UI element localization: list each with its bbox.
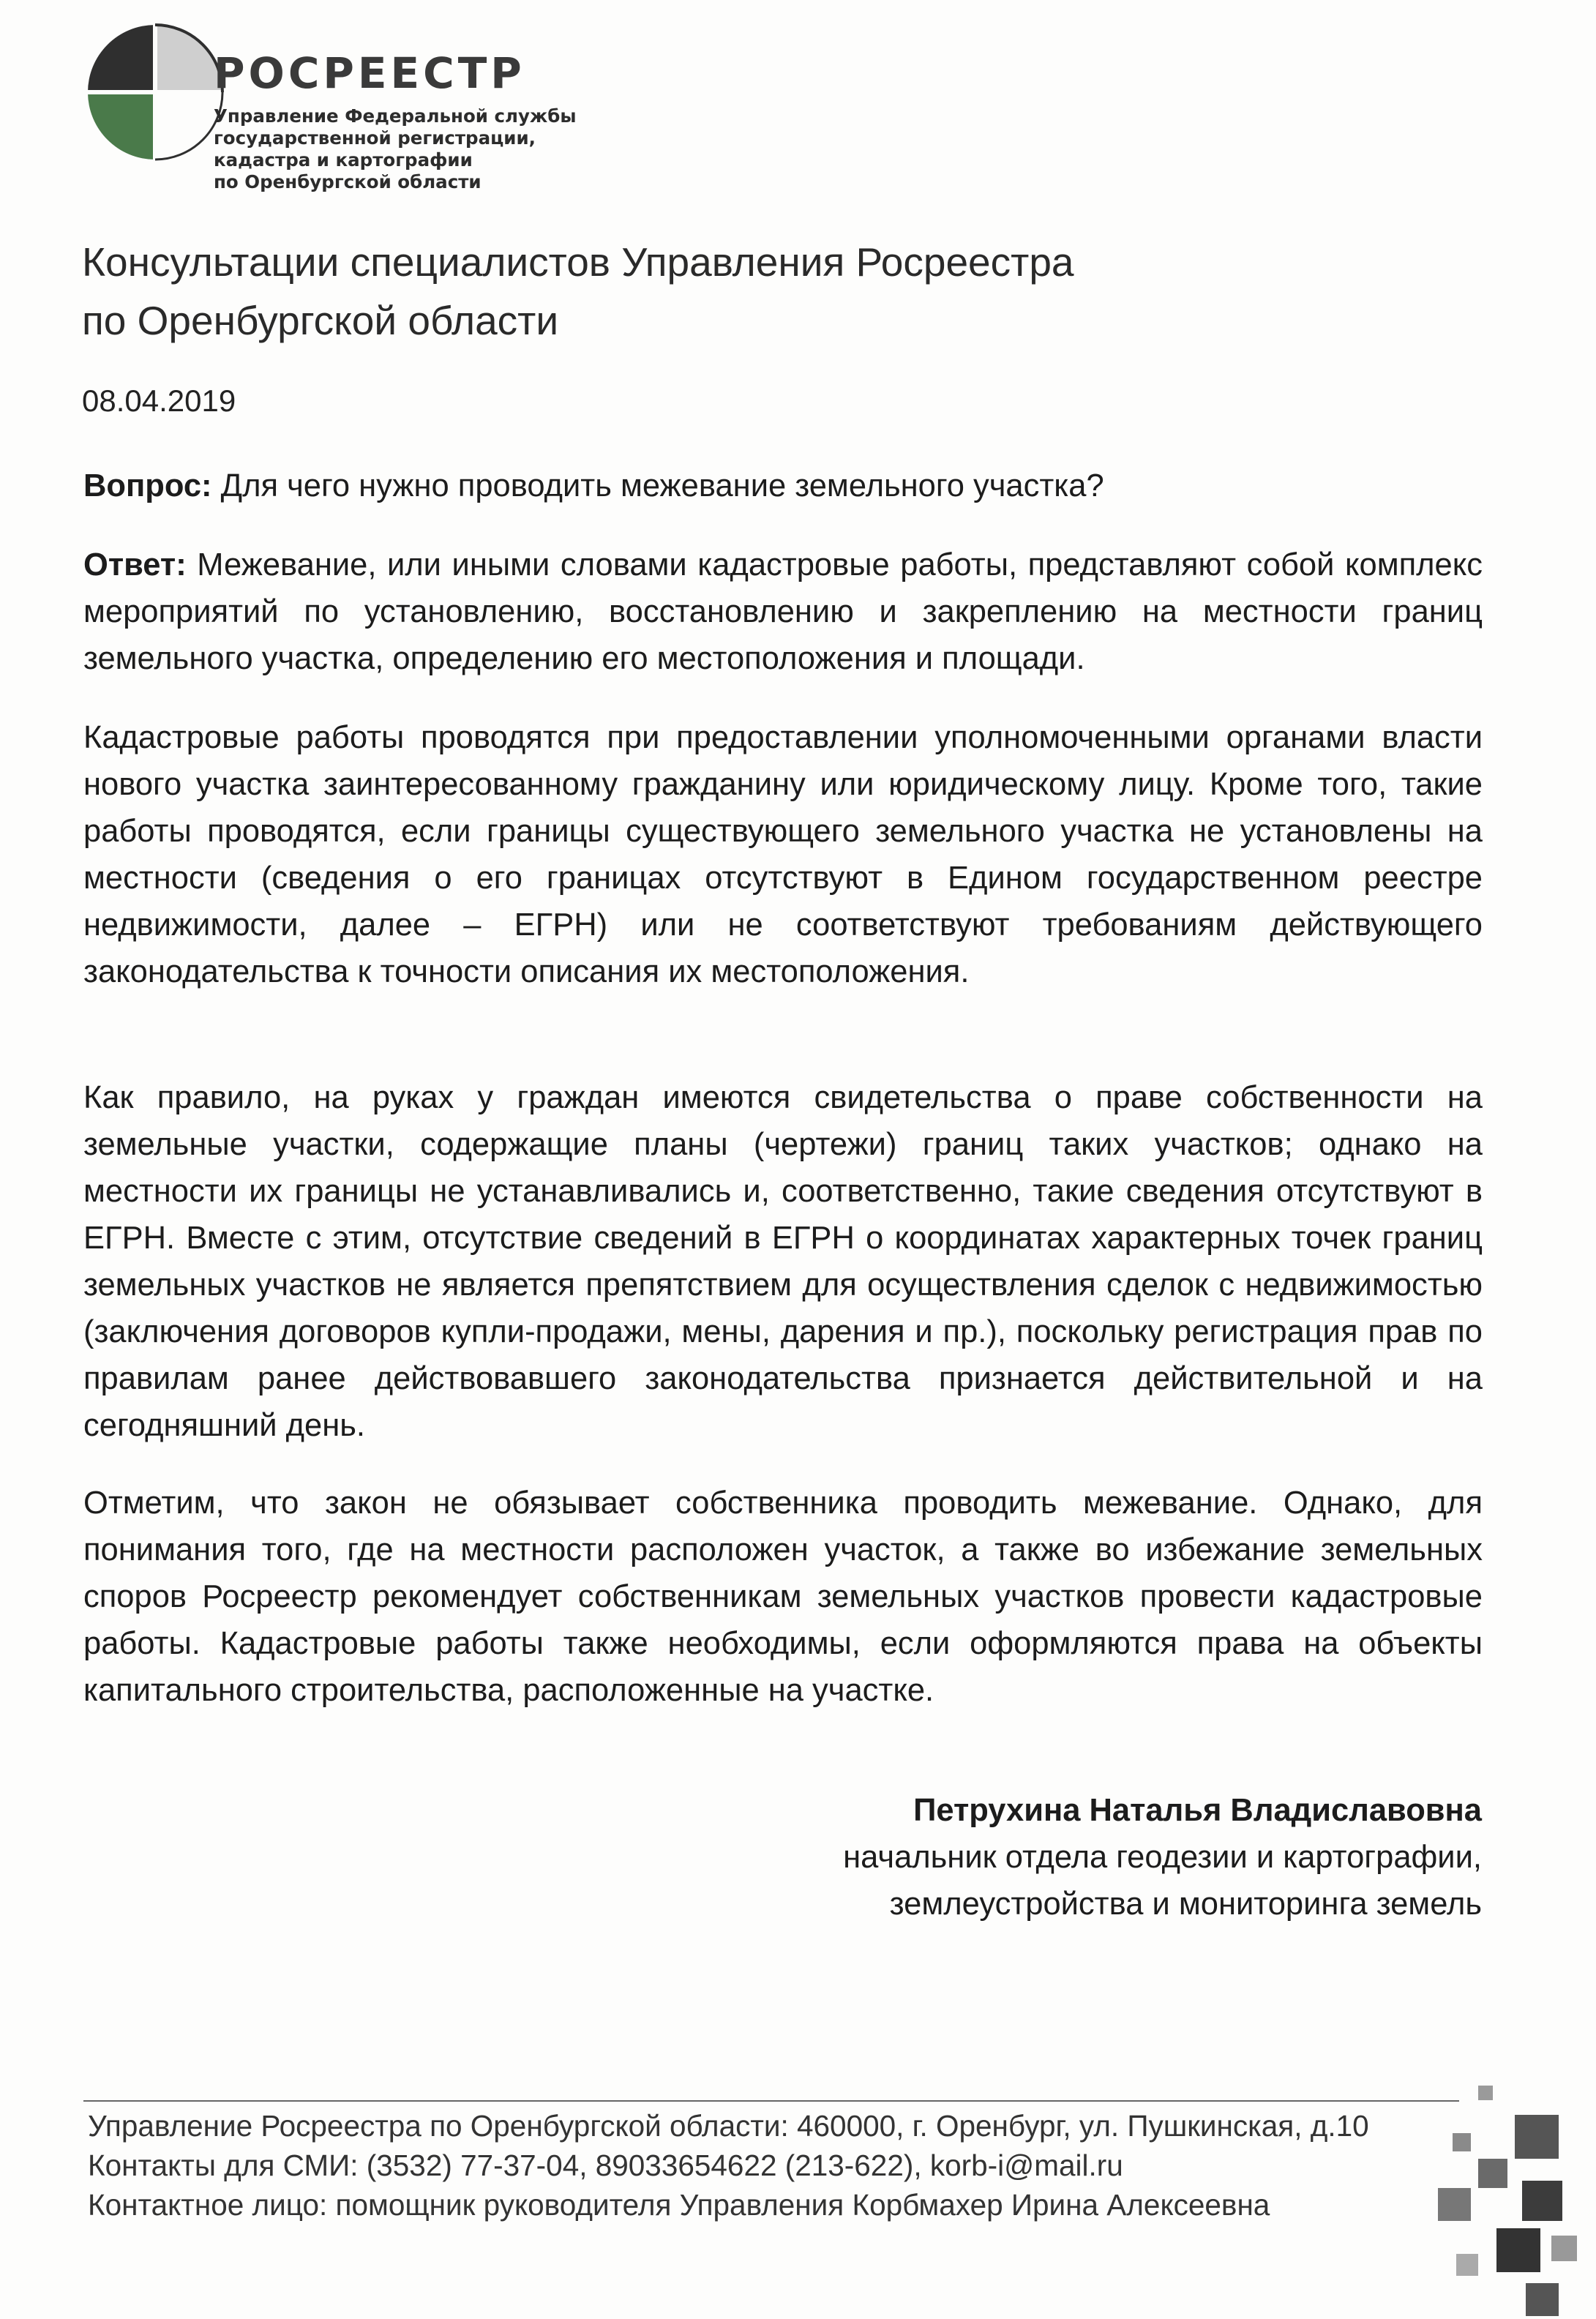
footer-address: Управление Росреестра по Оренбургской области: 460000, г. Оренбург, ул. Пушкинская, д.10 — [88, 2109, 1369, 2143]
answer-paragraph — [83, 542, 1483, 682]
body-paragraph: Как правило, на руках у граждан имеются свидетельства о праве собственности на земельные участки, содержащие планы (чертежи) границ таких участков; однако на местности их границы не устанавливались и, соответственно, такие сведения отсутствуют в ЕГРН. Вместе с этим, отсутствие сведений в ЕГРН о координатах характерных точек границ земельных участков не является препятствием для осуществления сделок с недвижимостью (заключения договоров купли-продажи, мены, дарения и пр.), поскольку регистрация прав по правилам ранее действовавшего законодательства признается действительной и на сегодняшний день. — [83, 1080, 1483, 1443]
answer-label: Ответ: — [83, 547, 187, 582]
question-paragraph — [83, 462, 1483, 509]
body-paragraph: Отметим, что закон не обязывает собственника проводить межевание. Однако, для понимания того, где на местности расположен участок, а также во избежание земельных споров Росреестр рекомендует собственникам земельных участков провести кадастровые работы. Кадастровые работы также необходимы, если оформляются права на объекты капитального строительства, расположенные на участке. — [83, 1486, 1483, 1708]
footer-media-contacts: Контакты для СМИ: (3532) 77-37-04, 89033654622 (213-622), korb-i@mail.ru — [88, 2148, 1123, 2182]
footer-contacts — [88, 2106, 1369, 2225]
document-title — [82, 233, 1326, 350]
signatory-position-line: землеустройства и мониторинга земель — [889, 1887, 1482, 1922]
footer-contact-person: Контактное лицо: помощник руководителя Управления Корбмахер Ирина Алексеевна — [88, 2188, 1270, 2222]
title-line: по Оренбургской области — [82, 298, 559, 343]
rosreestr-emblem-icon — [82, 19, 228, 165]
answer-text: Межевание, или иными словами кадастровые работы, представляют собой комплекс мероприятий по установлению, восстановлению и закреплению на местности границ земельного участка, определению его местоположения и площади. — [83, 547, 1483, 676]
question-label: Вопрос: — [83, 468, 212, 503]
org-subtitle-line: по Оренбургской области — [214, 171, 482, 192]
org-subtitle-line: Управление Федеральной службы — [214, 105, 577, 127]
rosreestr-logo — [82, 19, 594, 192]
signature-block — [843, 1787, 1482, 1927]
document-date: 08.04.2019 — [82, 383, 236, 418]
org-subtitle-line: кадастра и картографии — [214, 149, 473, 171]
org-name: РОСРЕЕСТР — [214, 48, 525, 98]
org-subtitle — [214, 105, 623, 193]
question-text: Для чего нужно проводить межевание земельного участка? — [220, 468, 1104, 503]
title-line: Консультации специалистов Управления Росреестра — [82, 239, 1074, 285]
footer-divider — [83, 2100, 1459, 2102]
body-paragraph: Кадастровые работы проводятся при предоставлении уполномоченными органами власти нового участка заинтересованному гражданину или юридическому лицу. Кроме того, такие работы проводятся, если границы существующего земельного участка не установлены на местности (сведения о его границах отсутствуют в Едином государственном реестре недвижимости, далее – ЕГРН) или не соответствуют требованиям действующего законодательства к точности описания их местоположения. — [83, 720, 1483, 989]
decorative-squares-icon — [1368, 2078, 1588, 2319]
signatory-position-line: начальник отдела геодезии и картографии, — [843, 1840, 1482, 1875]
org-subtitle-line: государственной регистрации, — [214, 127, 536, 149]
signatory-name: Петрухина Наталья Владиславовна — [913, 1793, 1482, 1828]
